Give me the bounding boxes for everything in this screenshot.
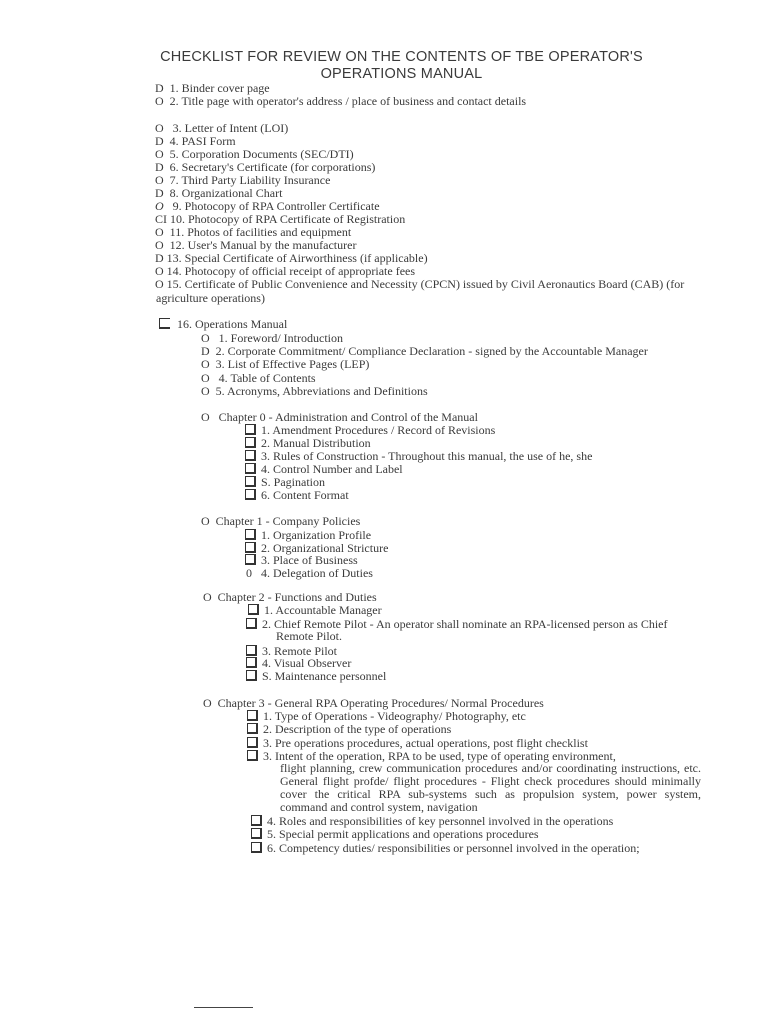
item-text: 3. Pre operations procedures, actual operations, post flight checklist	[263, 736, 588, 750]
item-text: 6. Secretary's Certificate (for corporations)	[169, 160, 376, 174]
chapter-3-item	[247, 709, 526, 723]
item-text: 6. Competency duties/ responsibilities or personnel involved in the operation;	[267, 841, 640, 855]
item-text: 4. Control Number and Label	[261, 462, 403, 476]
item-text: 9. Photocopy of RPA Controller Certificate	[172, 199, 380, 213]
chapter-0-item	[245, 475, 325, 489]
item-text: 5. Special permit applications and operations procedures	[267, 827, 539, 841]
requirement-item	[155, 199, 380, 213]
checkbox-icon	[246, 670, 257, 681]
requirement-item	[155, 121, 288, 135]
status-mark: 0	[246, 566, 252, 580]
item-text: 1. Binder cover page	[169, 81, 270, 95]
status-mark: O	[203, 590, 212, 604]
item-text: 8. Organizational Chart	[169, 186, 283, 200]
front-matter-item	[201, 357, 369, 371]
chapter-0-item	[245, 462, 403, 476]
chapter-title: Chapter 3 - General RPA Operating Procedures/ Normal Procedures	[217, 696, 544, 710]
item-text: 14. Photocopy of official receipt of appropriate fees	[166, 264, 416, 278]
chapter-0-item	[245, 449, 592, 463]
chapter-2-heading	[203, 590, 377, 604]
item-text: 4. Table of Contents	[218, 371, 316, 385]
chapter-0-item	[245, 436, 371, 450]
chapter-2-item	[246, 656, 351, 670]
status-mark: D	[155, 186, 164, 200]
item-text: 3. Place of Business	[261, 553, 358, 567]
status-mark: O	[155, 238, 164, 252]
front-matter-item	[201, 384, 428, 398]
status-mark: O	[201, 410, 210, 424]
item-text: 1. Organization Profile	[261, 528, 372, 542]
item-text: 2. Description of the type of operations	[263, 722, 452, 736]
item-text: 11. Photos of facilities and equipment	[169, 225, 352, 239]
item-text: 12. User's Manual by the manufacturer	[169, 238, 357, 252]
requirement-item	[155, 225, 351, 239]
item-text: 4. Delegation of Duties	[261, 566, 373, 580]
requirement-item	[155, 160, 375, 174]
requirement-item	[155, 238, 356, 252]
checkbox-icon	[245, 463, 256, 474]
chapter-3-item	[251, 814, 613, 828]
chapter-title: Chapter 1 - Company Policies	[215, 514, 361, 528]
front-matter-item	[201, 371, 316, 385]
status-mark: O	[155, 264, 164, 278]
item-text: 4. Roles and responsibilities of key personnel involved in the operations	[267, 814, 614, 828]
item-text: 2. Manual Distribution	[261, 436, 371, 450]
item-text: 3. Letter of Intent (LOI)	[172, 121, 289, 135]
item-text: 4. Visual Observer	[262, 656, 352, 670]
chapter-0-item	[245, 488, 349, 502]
item-text: agriculture operations)	[156, 291, 265, 305]
item-text: 2. Corporate Commitment/ Compliance Declaration - signed by the Accountable Manager	[215, 344, 648, 358]
item-text: 3. Rules of Construction - Throughout this manual, the use of he, she	[261, 449, 593, 463]
requirement-item	[155, 264, 415, 278]
checkbox-icon	[245, 489, 256, 500]
chapter-0-heading	[201, 410, 478, 424]
item-text: Remote Pilot.	[276, 629, 342, 643]
item-text: 7. Third Party Liability Insurance	[169, 173, 331, 187]
requirement-item	[155, 134, 236, 148]
chapter-2-item	[246, 669, 386, 683]
status-mark: O	[155, 147, 164, 161]
requirement-item	[155, 147, 354, 161]
checkbox-icon	[251, 828, 262, 839]
requirement-item	[155, 94, 526, 108]
chapter-1-heading	[201, 514, 360, 528]
status-mark: O	[155, 94, 164, 108]
checkbox-icon	[247, 710, 258, 721]
checkbox-icon	[246, 645, 257, 656]
checkbox-icon	[245, 529, 256, 540]
status-mark: O	[201, 384, 210, 398]
item-text: 6. Content Format	[261, 488, 349, 502]
requirement-item	[155, 81, 270, 95]
status-mark: O	[155, 173, 164, 187]
item-text: 15. Certificate of Public Convenience and Necessity (CPCN) issued by Civil Aeronautics Board (CAB) (for	[166, 277, 685, 291]
chapter-3-item	[251, 841, 640, 855]
chapter-3-item	[251, 827, 539, 841]
status-mark: O	[155, 277, 164, 291]
checkbox-icon	[248, 604, 259, 615]
checkbox-icon	[251, 815, 262, 826]
chapter-1-item	[245, 528, 371, 542]
document-title-line-2: OPERATIONS MANUAL	[320, 66, 483, 82]
chapter-title: Chapter 0 - Administration and Control of the Manual	[218, 410, 478, 424]
item-text: S. Pagination	[261, 475, 326, 489]
requirement-item	[155, 251, 428, 265]
chapter-3-heading	[203, 696, 544, 710]
status-mark: D	[155, 160, 164, 174]
requirement-item-continuation	[156, 291, 265, 305]
chapter-title: Chapter 2 - Functions and Duties	[217, 590, 377, 604]
status-mark: O	[201, 357, 210, 371]
item-text: 1. Foreword/ Introduction	[218, 331, 343, 345]
chapter-2-item	[248, 603, 382, 617]
status-mark: O	[155, 225, 164, 239]
item-text: 1. Type of Operations - Videography/ Photography, etc	[263, 709, 526, 723]
checkbox-icon	[245, 476, 256, 487]
chapter-3-item	[247, 736, 588, 750]
document-title-line-1: CHECKLIST FOR REVIEW ON THE CONTENTS OF TBE OPERATOR'S	[160, 49, 643, 65]
item-text: 1. Amendment Procedures / Record of Revisions	[261, 423, 496, 437]
item-text: 3. List of Effective Pages (LEP)	[215, 357, 370, 371]
status-mark: O	[155, 121, 164, 135]
item-text: 1. Accountable Manager	[264, 603, 382, 617]
item-text: 2. Chief Remote Pilot - An operator shall nominate an RPA-licensed person as Chief	[262, 617, 668, 631]
checkbox-icon	[246, 618, 257, 629]
front-matter-item	[201, 344, 648, 358]
status-mark: O	[203, 696, 212, 710]
status-mark: D	[201, 344, 210, 358]
status-mark: D	[155, 134, 164, 148]
chapter-1-item	[246, 566, 373, 580]
checkbox-icon	[245, 437, 256, 448]
item-text: 2. Title page with operator's address / place of business and contact details	[169, 94, 527, 108]
item-text: 3. Remote Pilot	[262, 644, 337, 658]
item-text: 4. PASI Form	[169, 134, 236, 148]
chapter-0-item	[245, 423, 495, 437]
chapter-2-item-continuation	[276, 629, 342, 643]
item-text: 13. Special Certificate of Airworthiness (if applicable)	[166, 251, 428, 265]
checkbox-icon	[246, 657, 257, 668]
front-matter-item	[201, 331, 343, 345]
checkbox-icon	[159, 318, 170, 329]
footnote-separator-line	[194, 1007, 253, 1008]
item-text: 5. Corporation Documents (SEC/DTI)	[169, 147, 354, 161]
chapter-3-item	[247, 722, 451, 736]
checkbox-icon	[247, 723, 258, 734]
checkbox-icon	[247, 737, 258, 748]
checkbox-icon	[245, 450, 256, 461]
ops-manual-heading	[159, 317, 287, 331]
checkbox-icon	[247, 750, 258, 761]
requirement-item	[155, 212, 405, 226]
requirement-item	[155, 186, 282, 200]
item-text: 2. Organizational Stricture	[261, 541, 389, 555]
item-text: 10. Photocopy of RPA Certificate of Registration	[170, 212, 406, 226]
requirement-item	[155, 277, 684, 291]
checkbox-icon	[245, 424, 256, 435]
requirement-item	[155, 173, 330, 187]
status-mark: O	[201, 331, 210, 345]
item-text: 3. Intent of the operation, RPA to be used, type of operating environment,	[263, 749, 616, 763]
checkbox-icon	[245, 554, 256, 565]
item-text: 5. Acronyms, Abbreviations and Definitions	[215, 384, 428, 398]
status-mark: D	[155, 251, 164, 265]
status-mark: CI	[155, 212, 167, 226]
status-mark: O	[201, 514, 210, 528]
status-mark: O	[201, 371, 210, 385]
status-mark: D	[155, 81, 164, 95]
checkbox-icon	[245, 542, 256, 553]
status-mark: O	[155, 199, 164, 213]
checkbox-icon	[251, 842, 262, 853]
chapter-1-item	[245, 553, 358, 567]
item-text: 16. Operations Manual	[177, 317, 288, 331]
item-text: S. Maintenance personnel	[262, 669, 387, 683]
chapter-3-item-paragraph: flight planning, crew communication procedures and/or coordinating instructions, etc. General flight profde/ flight procedures - Flight check procedures should minimally cover the critical RPA sub-systems such as propulsion system, power system, command and control system, navigation	[280, 761, 701, 814]
